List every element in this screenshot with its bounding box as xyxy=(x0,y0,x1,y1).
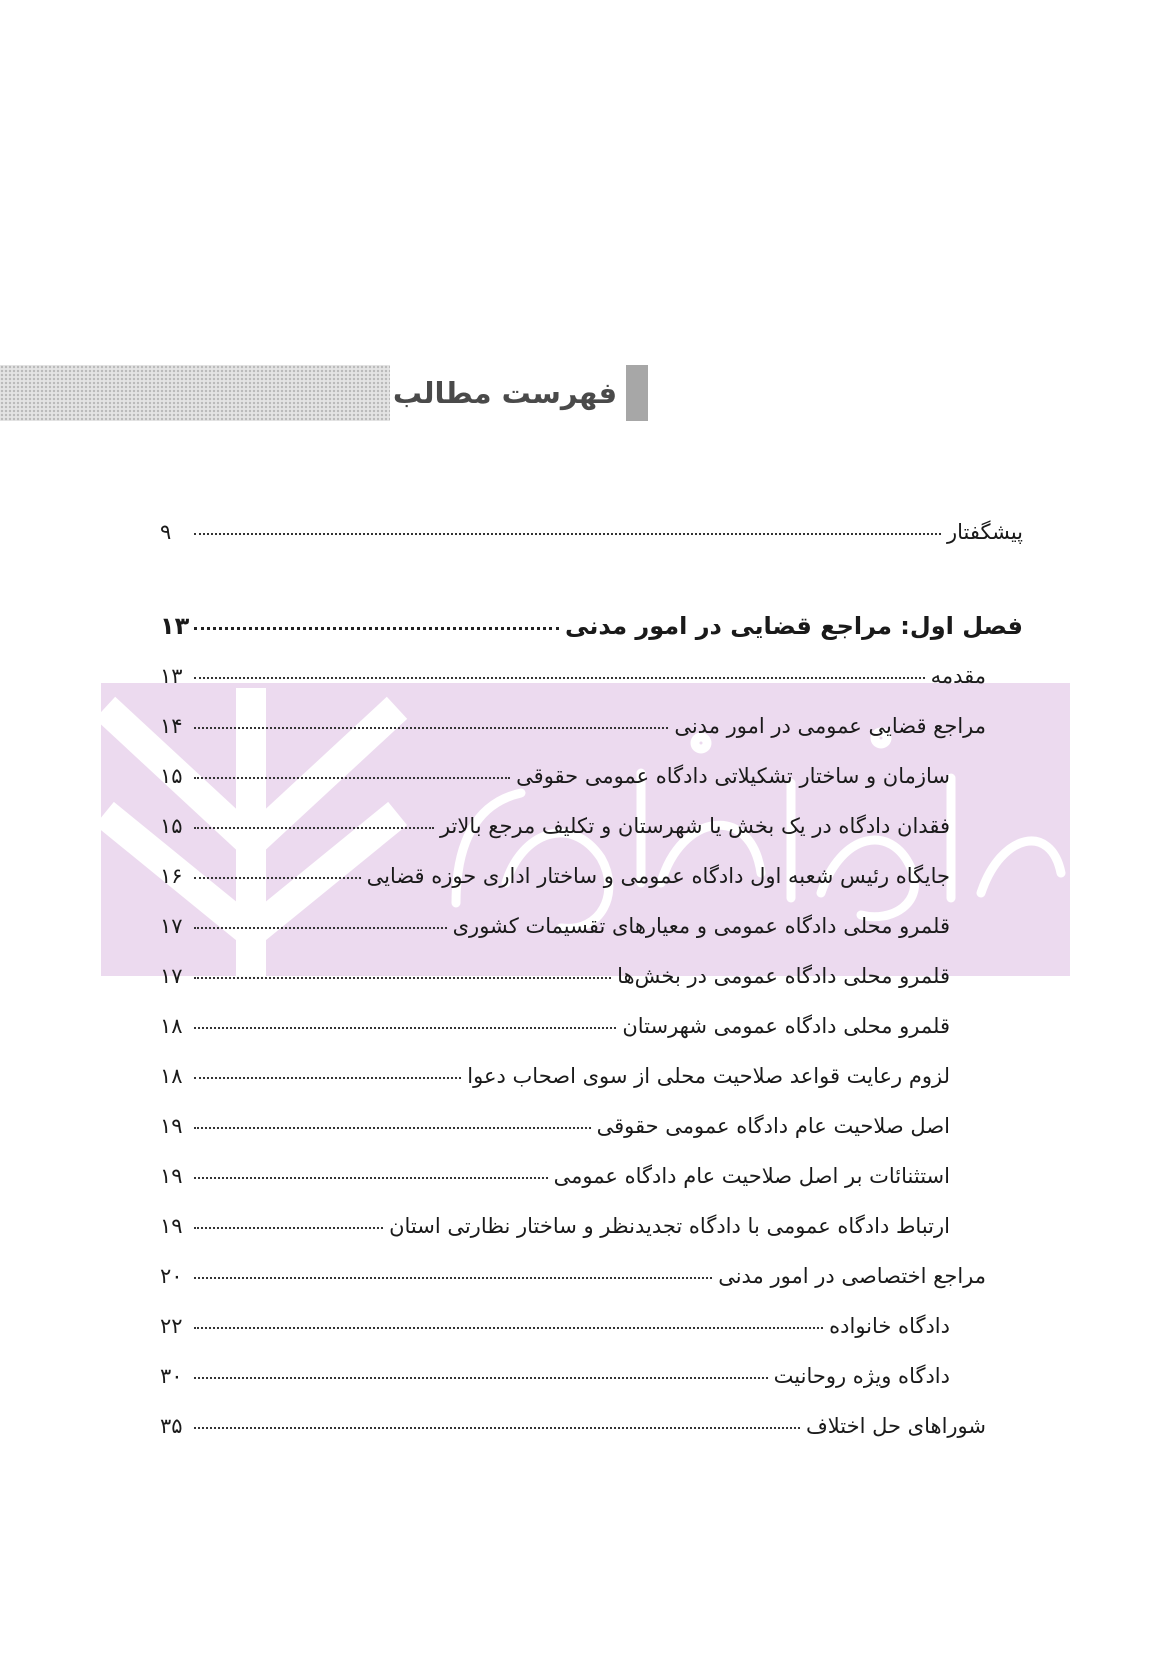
toc-entry-title: قلمرو محلی دادگاه عمومی شهرستان xyxy=(622,1014,950,1038)
toc-dot-leader xyxy=(194,1427,800,1429)
toc-entry xyxy=(160,1314,950,1354)
toc-entry xyxy=(160,1164,950,1204)
toc-entry-page: ۳۰ xyxy=(160,1364,183,1388)
toc-entry-title: فقدان دادگاه در یک بخش یا شهرستان و تکلیف مرجع بالاتر xyxy=(439,814,950,838)
toc-dot-leader xyxy=(194,927,447,929)
toc-entry-page: ۱۵ xyxy=(160,814,183,838)
toc-entry-page: ۲۲ xyxy=(160,1314,183,1338)
toc-entry xyxy=(160,1064,950,1104)
toc-dot-leader xyxy=(194,1327,823,1329)
toc-entry-page: ۱۴ xyxy=(160,714,183,738)
toc-entry xyxy=(160,1264,986,1304)
toc-dot-leader xyxy=(194,1227,383,1229)
toc-dot-leader xyxy=(194,1377,768,1379)
page-title: فهرست مطالب xyxy=(392,376,618,410)
toc-entry-title: ارتباط دادگاه عمومی با دادگاه تجدیدنظر و ساختار نظارتی استان xyxy=(389,1214,950,1238)
toc-entry-title: دادگاه ویژه روحانیت xyxy=(773,1364,950,1388)
toc-dot-leader xyxy=(194,533,941,535)
toc-dot-leader xyxy=(194,1027,616,1029)
toc-entry xyxy=(160,1014,950,1054)
toc-entry-title: اصل صلاحیت عام دادگاه عمومی حقوقی xyxy=(596,1114,950,1138)
toc-entry-title: مراجع قضایی عمومی در امور مدنی xyxy=(674,714,986,738)
toc-dot-leader xyxy=(194,977,611,979)
toc-entry-page: ۱۶ xyxy=(160,864,183,888)
toc-entry xyxy=(160,864,950,904)
toc-dot-leader xyxy=(194,1077,461,1079)
toc-entry-page: ۹ xyxy=(160,520,172,544)
toc-entry-page: ۱۵ xyxy=(160,764,183,788)
toc-entry-page: ۱۹ xyxy=(160,1164,183,1188)
toc-entry xyxy=(160,814,950,854)
toc-entry xyxy=(160,764,950,804)
toc-entry-page: ۱۷ xyxy=(160,964,183,988)
toc-entry-page: ۱۸ xyxy=(160,1064,183,1088)
toc-dot-leader xyxy=(194,1127,591,1129)
toc-entry-title: جایگاه رئیس شعبه اول دادگاه عمومی و ساختار اداری حوزه قضایی xyxy=(366,864,950,888)
toc-entry-page: ۱۹ xyxy=(160,1114,183,1138)
toc-dot-leader xyxy=(194,1177,548,1179)
toc-entry-title: استثنائات بر اصل صلاحیت عام دادگاه عمومی xyxy=(553,1164,950,1188)
toc-entry-page: ۱۷ xyxy=(160,914,183,938)
toc-dot-leader xyxy=(194,727,668,729)
toc-dot-leader xyxy=(194,827,434,829)
toc-entry xyxy=(160,520,1023,560)
toc-entry-title: دادگاه خانواده xyxy=(829,1314,950,1338)
toc-entry xyxy=(160,1414,986,1454)
toc-entry-page: ۱۳ xyxy=(160,612,190,640)
toc-chapter-entry xyxy=(160,612,1023,652)
toc-entry-page: ۲۰ xyxy=(160,1264,183,1288)
toc-dot-leader xyxy=(194,1277,712,1279)
toc-entry-title: مراجع اختصاصی در امور مدنی xyxy=(718,1264,986,1288)
toc-entry-title: لزوم رعایت قواعد صلاحیت محلی از سوی اصحاب دعوا xyxy=(467,1064,950,1088)
toc-entry-title: پیشگفتار xyxy=(946,520,1023,544)
toc-entry-title: سازمان و ساختار تشکیلاتی دادگاه عمومی حقوقی xyxy=(516,764,950,788)
toc-entry xyxy=(160,1364,950,1404)
toc-entry-title: شوراهای حل اختلاف xyxy=(805,1414,986,1438)
toc-entry xyxy=(160,914,950,954)
toc-entry-page: ۱۳ xyxy=(160,664,183,688)
toc-dot-leader xyxy=(194,677,925,679)
toc-entry-title: مقدمه xyxy=(930,664,986,688)
toc-entry-title: قلمرو محلی دادگاه عمومی و معیارهای تقسیمات کشوری xyxy=(452,914,950,938)
toc-entry xyxy=(160,1114,950,1154)
toc-entry-title: قلمرو محلی دادگاه عمومی در بخش‌ها xyxy=(617,964,950,988)
toc-dot-leader xyxy=(194,777,510,779)
toc-entry-page: ۱۸ xyxy=(160,1014,183,1038)
toc-entry xyxy=(160,1214,950,1254)
toc-entry-title: فصل اول: مراجع قضایی در امور مدنی xyxy=(565,612,1023,640)
toc-entry-page: ۱۹ xyxy=(160,1214,183,1238)
toc-dot-leader xyxy=(194,877,361,879)
toc-dot-leader xyxy=(194,627,559,630)
toc-entry-page: ۳۵ xyxy=(160,1414,183,1438)
toc-entry xyxy=(160,664,986,704)
toc-entry xyxy=(160,964,950,1004)
toc-entry xyxy=(160,714,986,754)
